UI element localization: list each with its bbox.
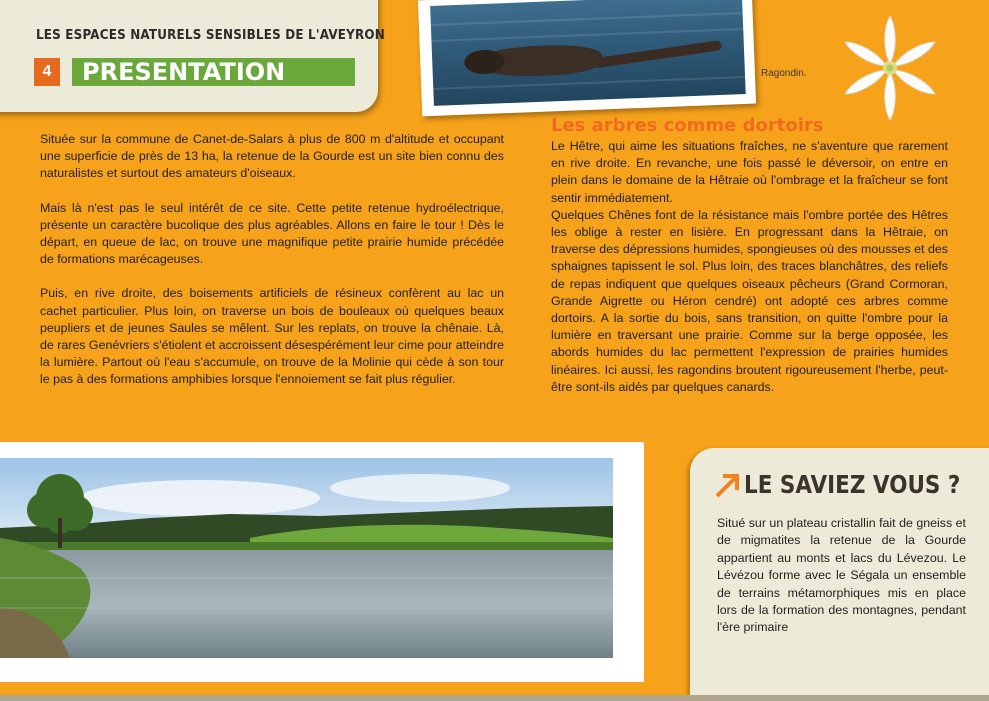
bottom-edge <box>0 695 989 701</box>
right-heading: Les arbres comme dortoirs <box>551 115 824 136</box>
left-paragraph-3: Puis, en rive droite, des boisements artificiels de résineux confèrent au lac un cachet particulier. Plus loin, on traverse un bois de bouleaux où quelques beaux peupliers et de jeunes Saules se mêlent. Sur les replats, on trouve la chênaie. Là, de rares Genévriers s'étiolent et accroissent désespérément leur cime pour atteindre la lumière. Partout où l'eau s'accumule, on trouve de la Molinie qui cède à son tour le pas à des formations amphibies lorsque l'ennoiement se fait plus régulier. <box>40 286 504 387</box>
left-column <box>40 131 504 406</box>
left-paragraph-1: Située sur la commune de Canet-de-Salars à plus de 800 m d'altitude et occupant une superficie de près de 13 ha, la retenue de la Gourde est un site bien connu des naturalistes et surtout des amateurs d'oiseaux. <box>40 132 504 181</box>
right-paragraph-2: Quelques Chênes font de la résistance mais l'ombre portée des Hêtres les oblige à rester en lisière. En progressant dans la Hêtraie, on traverse des dépressions humides, spongieuses où des mousses et des sphaignes tapissent le sol. Plus loin, des traces blanchâtres, des reliefs de repas indiquent que quelques oiseaux pêcheurs (Grand Cormoran, Grande Aigrette ou Héron cendré) ont adopté ces arbres comme dortoirs. A la sortie du bois, sans transition, on quitte l'ombre pour la lumière en traversant une prairie. Comme sur la berge opposée, les abords humides du lac permettent l'expression de prairies humides linéaires. Ici aussi, les ragondins broutent rigoureusement l'herbe, peut-être sont-ils aidés par quelques canards. <box>551 207 948 394</box>
left-paragraph-2: Mais là n'est pas le seul intérêt de ce site. Cette petite retenue hydroélectrique, présente un caractère bucolique des plus agréables. Allons en faire le tour ! Dès le départ, en queue de lac, on trouve une magnifique petite prairie humide précédée de formations marécageuses. <box>40 200 504 267</box>
photo-caption: Ragondin. <box>761 68 807 79</box>
header-card <box>0 0 378 112</box>
section-title: PRESENTATION <box>72 58 355 86</box>
did-you-know-text: Situé sur un plateau cristallin fait de gneiss et de migmatites la retenue de la Gourde appartient au monts et lacs du Lévezou. Le Lévézou forme avec le Ségala un ensemble de terrains métamorphiques mis en place lors de la formation des montagnes, pendant l'ère primaire <box>717 516 966 635</box>
lake-photo <box>0 458 613 658</box>
arrow-icon <box>713 470 743 500</box>
right-column <box>551 138 948 396</box>
top-photo-frame <box>418 0 756 116</box>
right-paragraph-1: Le Hêtre, qui aime les situations fraîches, ne s'aventure que rarement en rive droite. En revanche, une fois passé le déversoir, on entre en plein dans le domaine de la Hêtraie où l'ombrage et la fraîcheur se font sentir immédiatement. <box>551 139 948 205</box>
did-you-know-title: LE SAVIEZ VOUS ? <box>744 470 961 499</box>
page-number-badge: 4 <box>34 58 60 86</box>
lake-photo-frame <box>0 442 644 682</box>
nutria-photo <box>430 0 746 106</box>
series-title: LES ESPACES NATURELS SENSIBLES DE L'AVEYRON <box>36 28 385 43</box>
flower-icon <box>830 10 950 130</box>
